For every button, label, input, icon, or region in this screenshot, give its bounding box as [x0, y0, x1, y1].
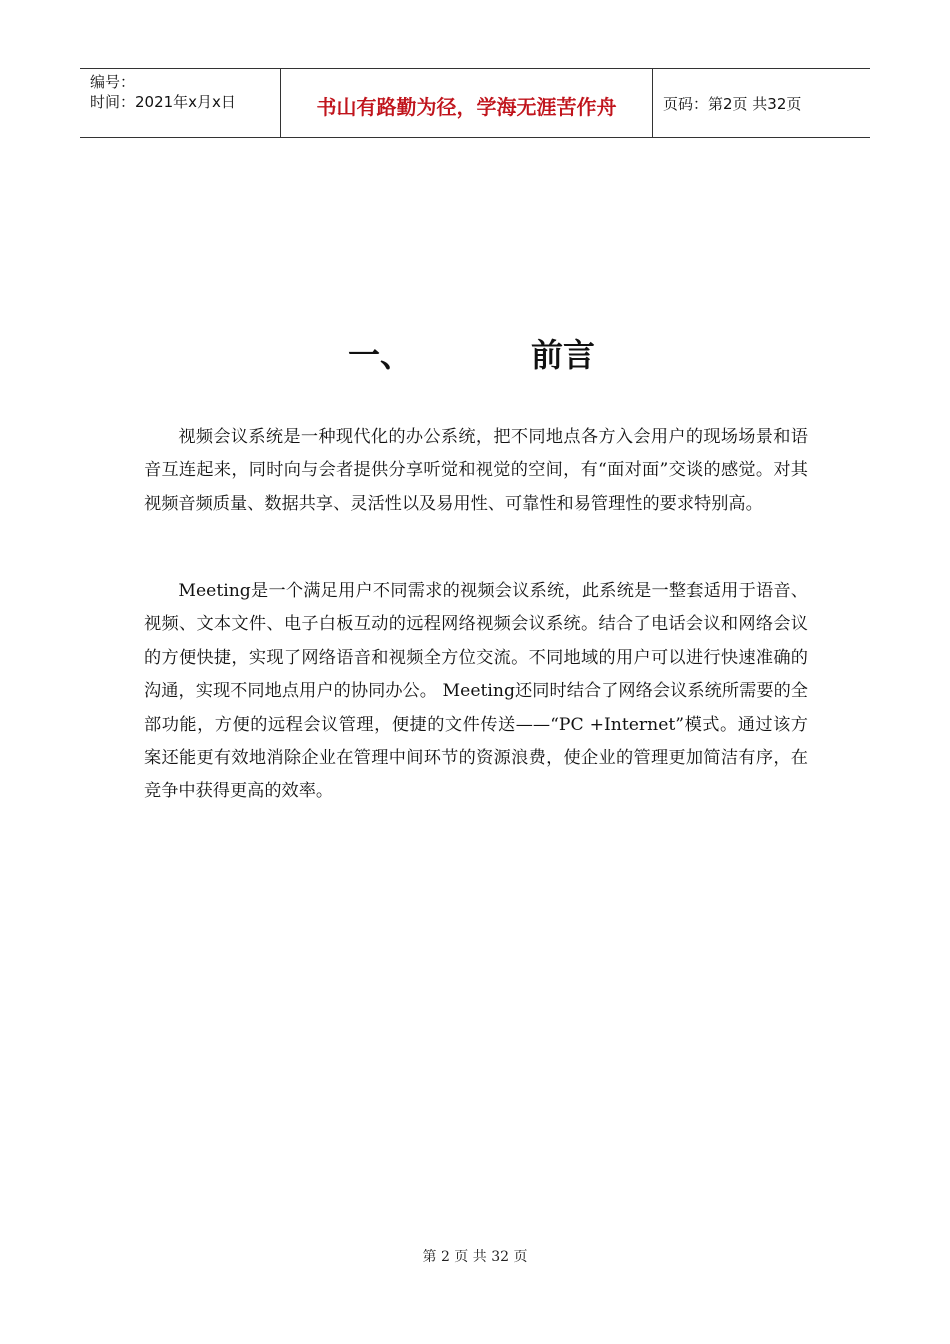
document-date: 时间：2021年x月x日	[90, 93, 236, 111]
header-right-cell	[653, 69, 870, 137]
section-heading	[0, 330, 950, 380]
header-center-cell	[281, 69, 653, 137]
header-table	[80, 68, 870, 138]
section-title: 前言	[531, 336, 596, 374]
body-paragraph-2	[144, 575, 808, 809]
paragraph-text: Meeting是一个满足用户不同需求的视频会议系统，此系统是一整套适用于语音、视频、文本文件、电子白板互动的远程网络视频会议系统。结合了电话会议和网络会议的方便快捷，实现了网络语音和视频全方位交流。不同地域的用户可以进行快速准确的沟通，实现不同地点用户的协同办公。 Meeting还同时结合了网络会议系统所需要的全部功能，方便的远程会议管理，便捷的文件传送——“PC +Internet”模式。通过该方案还能更有效地消除企业在管理中间环节的资源浪费，使企业的管理更加简洁有序，在竞争中获得更高的效率。	[144, 581, 808, 802]
header-page-info: 页码：第2页 共32页	[663, 95, 802, 113]
header-motto: 书山有路勤为径，学海无涯苦作舟	[316, 95, 617, 119]
page-footer: 第 2 页 共 32 页	[422, 1249, 528, 1265]
body-paragraph-1	[144, 421, 808, 521]
section-number: 一、	[348, 336, 413, 374]
header-left-cell	[80, 69, 281, 137]
document-number-label: 编号：	[90, 73, 136, 91]
paragraph-text: 视频会议系统是一种现代化的办公系统，把不同地点各方入会用户的现场场景和语音互连起来，同时向与会者提供分享听觉和视觉的空间，有“面对面”交谈的感觉。对其视频音频质量、数据共享、灵活性以及易用性、可靠性和易管理性的要求特别高。	[144, 427, 808, 514]
